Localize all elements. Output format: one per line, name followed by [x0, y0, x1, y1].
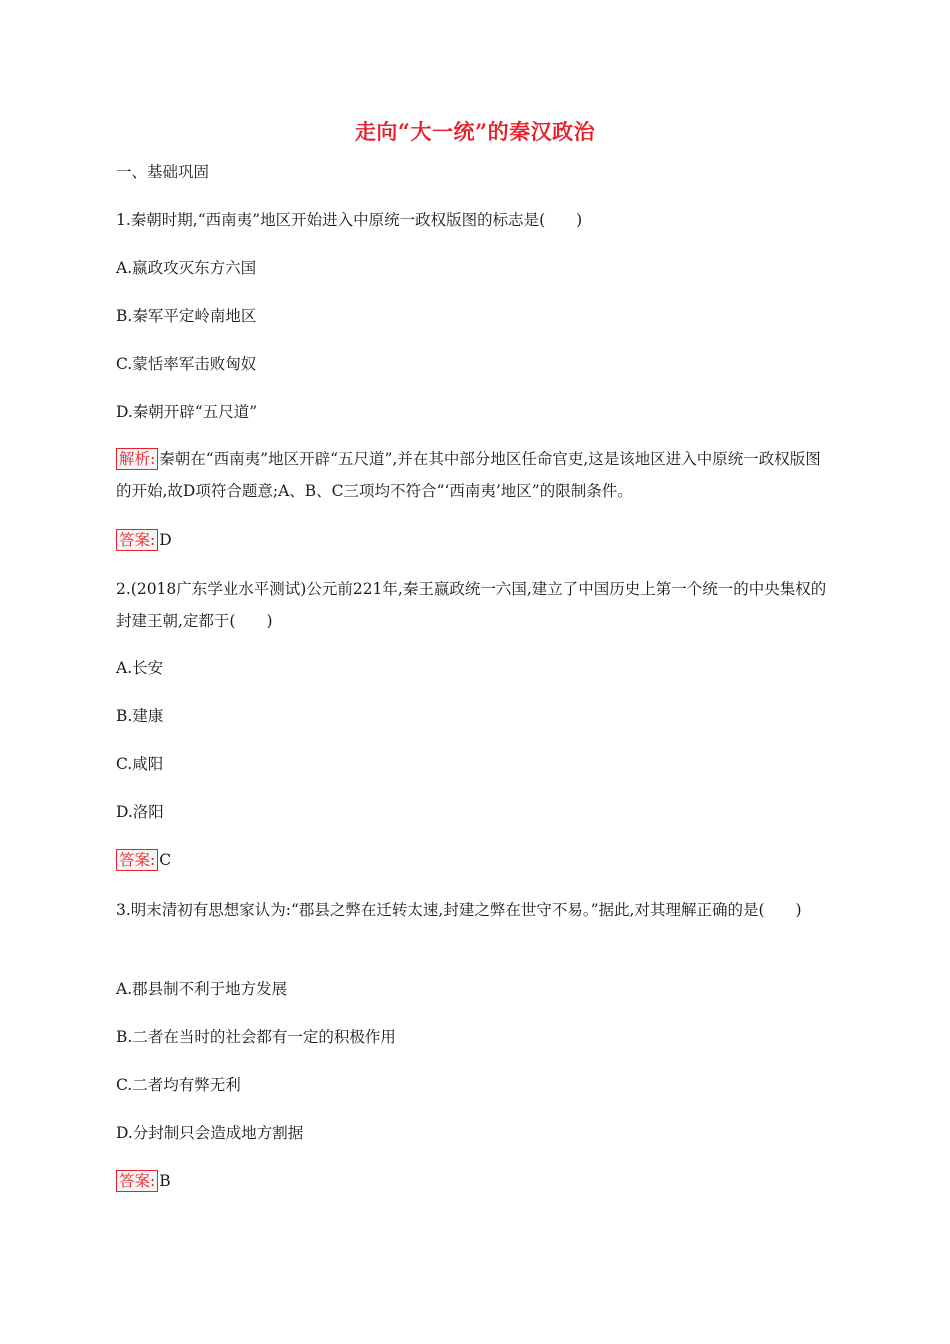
question-2-answer	[116, 848, 836, 872]
question-1-analysis	[116, 443, 836, 507]
question-3-option-b: B.二者在当时的社会都有一定的积极作用	[116, 1028, 396, 1046]
answer-value: D	[159, 531, 172, 549]
answer-value: C	[159, 851, 172, 869]
analysis-label: 解析:	[116, 448, 158, 470]
question-2-option-b: B.建康	[116, 707, 164, 725]
question-2-option-a: A.长安	[116, 659, 164, 677]
analysis-text: 秦朝在“西南夷”地区开辟“五尺道”,并在其中部分地区任命官吏,这是该地区进入中原统一政权版图的开始,故D项符合题意;A、B、C三项均不符合“‘西南夷’地区”的限制条件。	[116, 450, 821, 500]
question-2-stem: 2.(2018广东学业水平测试)公元前221年,秦王嬴政统一六国,建立了中国历史上第一个统一的中央集权的封建王朝,定都于( )	[116, 580, 827, 630]
question-1-option-c: C.蒙恬率军击败匈奴	[116, 355, 257, 373]
question-3-answer	[116, 1169, 836, 1193]
question-2-option-c: C.咸阳	[116, 755, 164, 773]
answer-label: 答案:	[116, 1170, 158, 1192]
question-1-option-b: B.秦军平定岭南地区	[116, 307, 257, 325]
question-1-option-a: A.嬴政攻灭东方六国	[116, 259, 257, 277]
question-3-stem: 3.明末清初有思想家认为:“郡县之弊在迁转太速,封建之弊在世守不易。”据此,对其理解正确的是( )	[116, 901, 802, 919]
answer-label: 答案:	[116, 849, 158, 871]
question-2-option-d: D.洛阳	[116, 803, 164, 821]
question-1-answer	[116, 528, 836, 552]
question-1-stem: 1.秦朝时期,“西南夷”地区开始进入中原统一政权版图的标志是( )	[116, 211, 583, 229]
section-heading: 一、基础巩固	[116, 163, 210, 181]
answer-value: B	[159, 1172, 171, 1190]
question-3-option-a: A.郡县制不利于地方发展	[116, 980, 288, 998]
answer-label: 答案:	[116, 529, 158, 551]
document-title: 走向“大一统”的秦汉政治	[354, 119, 596, 144]
question-3-option-c: C.二者均有弊无利	[116, 1076, 241, 1094]
question-3-option-d: D.分封制只会造成地方割据	[116, 1124, 304, 1142]
question-1-option-d: D.秦朝开辟“五尺道”	[116, 403, 258, 421]
